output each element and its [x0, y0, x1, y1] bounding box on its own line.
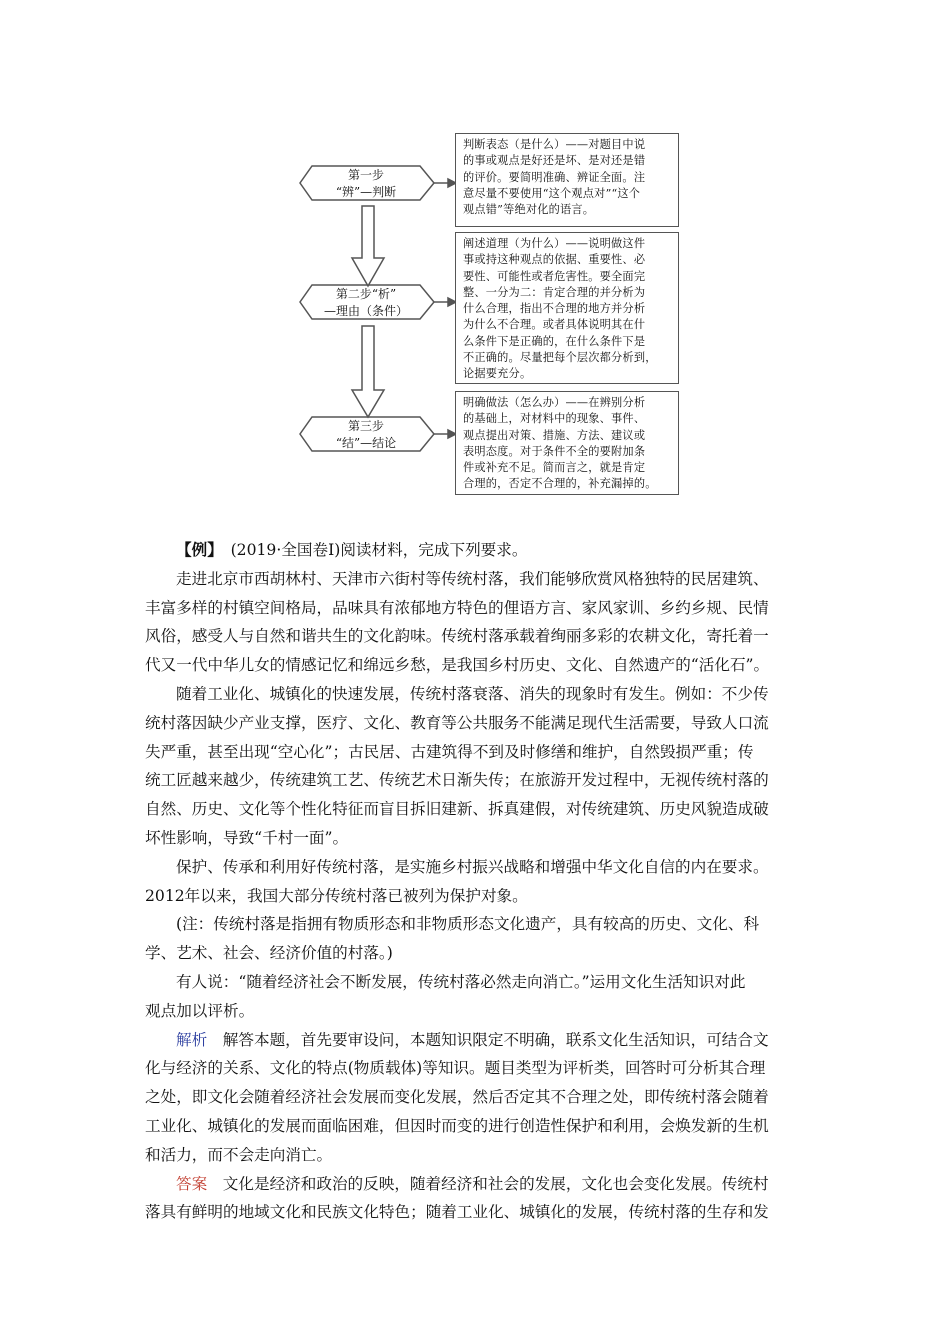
desc-2-line: 么条件下是正确的，在什么条件下是 [463, 334, 646, 348]
desc-2-line: 要性、可能性或者危害性。要全面完 [463, 269, 646, 283]
answer-line: 文化是经济和政治的反映，随着经济和社会的发展，文化也会变化发展。传统村 [207, 1174, 769, 1193]
step-1-line1: 第一步 [347, 168, 384, 182]
method-flowchart [0, 0, 950, 520]
analysis-first-line [145, 1026, 825, 1055]
right-arrow-3 [434, 430, 456, 438]
analysis-line: 工业化、城镇化的发展而面临困难，但因时而变的进行创造性保护和利用，会焕发新的生机 [145, 1116, 769, 1135]
desc-2-line: 整、一分为二：肯定合理的并分析为 [463, 285, 646, 299]
para2-line: 坏性影响，导致“千村一面”。 [145, 828, 349, 847]
para2-line: 自然、历史、文化等个性化特征而盲目拆旧建新、拆真建假，对传统建筑、历史风貌造成破 [145, 800, 769, 819]
para3-line: 2012年以来，我国大部分传统村落已被列为保护对象。 [145, 886, 528, 905]
question-line: 观点加以评析。 [145, 1001, 255, 1020]
para1-line: 代又一代中华儿女的情感记忆和绵远乡愁，是我国乡村历史、文化、自然遗产的“活化石”。 [145, 656, 770, 675]
desc-1-line: 的事或观点是好还是坏、是对还是错 [463, 154, 646, 168]
desc-3-line: 表明态度。对于条件不全的要附加条 [463, 444, 646, 458]
down-arrow-1 [352, 206, 384, 286]
step-1-label [305, 167, 427, 200]
desc-box-conclusion [455, 391, 679, 495]
desc-3-line: 观点提出对策、措施、方法、建议或 [463, 428, 646, 442]
desc-3-line: 件或补充不足。简而言之，就是肯定 [463, 461, 646, 475]
note-line: (注：传统村落是指拥有物质形态和非物质形态文化遗产，具有较高的历史、文化、科 [176, 915, 760, 934]
desc-box-reason [455, 232, 679, 384]
analysis-line: 和活力，而不会走向消亡。 [145, 1145, 333, 1164]
example-intro: (2019·全国卷Ⅰ)阅读材料，完成下列要求。 [214, 541, 528, 559]
note-line: 学、艺术、社会、经济价值的村落。) [145, 944, 393, 963]
step-3-label [305, 418, 427, 451]
desc-1-line: 的评价。要简明准确、辨证全面。注 [463, 170, 646, 184]
desc-2-line: 为什么不合理。或者具体说明其在什 [463, 318, 646, 332]
para2-line: 随着工业化、城镇化的快速发展，传统村落衰落、消失的现象时有发生。例如：不少传 [176, 684, 769, 703]
para1-line: 走进北京市西胡林村、天津市六街村等传统村落，我们能够欣赏风格独特的民居建筑、 [176, 569, 769, 588]
desc-3-line: 合理的，否定不合理的，补充漏掉的。 [463, 477, 657, 491]
analysis-line: 化与经济的关系、文化的特点(物质载体)等知识。题目类型为评析类，回答时可分析其合理 [145, 1059, 766, 1078]
step-1-line2: “辨”—判断 [335, 185, 397, 199]
step-3-line1: 第三步 [347, 419, 384, 433]
document-body [145, 536, 825, 1227]
para2-line: 失严重，甚至出现“空心化”；古民居、古建筑得不到及时修缮和维护，自然毁损严重；传 [145, 742, 754, 761]
desc-2-line: 论据要充分。 [463, 367, 532, 381]
desc-2-line: 不正确的。尽量把每个层次都分析到， [463, 351, 657, 365]
desc-2-line: 阐述道理（为什么）——说明做这件 [463, 237, 646, 250]
answer-first-line [145, 1170, 825, 1199]
desc-3-line: 的基础上，对材料中的现象、事件、 [463, 412, 646, 426]
para2-line: 统村落因缺少产业支撑，医疗、文化、教育等公共服务不能满足现代生活需要，导致人口流 [145, 713, 769, 732]
right-arrow-1 [434, 179, 456, 187]
question-line: 有人说：“随着经济社会不断发展，传统村落必然走向消亡。”运用文化生活知识对此 [176, 972, 746, 991]
desc-1-line: 观点错”等绝对化的语言。 [463, 203, 595, 217]
desc-1-line: 判断表态（是什么）——对题目中说 [463, 138, 646, 151]
desc-3-line: 明确做法（怎么办）——在辨别分析 [463, 396, 646, 409]
right-arrow-2 [434, 298, 456, 306]
down-arrow-2 [352, 326, 384, 417]
example-heading [145, 536, 825, 565]
analysis-label: 解析 [176, 1030, 208, 1049]
answer-line: 落具有鲜明的地域文化和民族文化特色；随着工业化、城镇化的发展，传统村落的生存和发 [145, 1203, 769, 1222]
analysis-line: 解答本题，首先要审设问，本题知识限定不明确，联系文化生活知识，可结合文 [207, 1030, 769, 1049]
desc-2-line: 事或持这种观点的依据、重要性、必 [463, 253, 646, 267]
analysis-line: 之处，即文化会随着经济社会发展而变化发展，然后否定其不合理之处，即传统村落会随着 [145, 1088, 769, 1107]
para1-line: 丰富多样的村镇空间格局，品味具有浓郁地方特色的俚语方言、家风家训、乡约乡规、民情 [145, 598, 769, 617]
para2-line: 统工匠越来越少，传统建筑工艺、传统艺术日渐失传；在旅游开发过程中，无视传统村落的 [145, 771, 769, 790]
desc-box-judge [455, 133, 679, 227]
example-label: 【例】 [176, 540, 215, 559]
desc-2-line: 什么合理，指出不合理的地方并分析 [463, 302, 646, 316]
desc-1-line: 意尽量不要使用“这个观点对”“这个 [463, 186, 641, 200]
step-2-label [305, 286, 427, 319]
para1-line: 风俗，感受人与自然和谐共生的文化韵味。传统村落承载着绚丽多彩的农耕文化，寄托着一 [145, 627, 769, 646]
step-3-line2: “结”—结论 [335, 436, 397, 450]
para3-line: 保护、传承和利用好传统村落，是实施乡村振兴战略和增强中华文化自信的内在要求。 [176, 857, 769, 876]
step-2-line2: —理由（条件） [323, 304, 408, 318]
answer-label: 答案 [176, 1174, 208, 1193]
step-2-line1: 第二步“析” [335, 287, 397, 301]
